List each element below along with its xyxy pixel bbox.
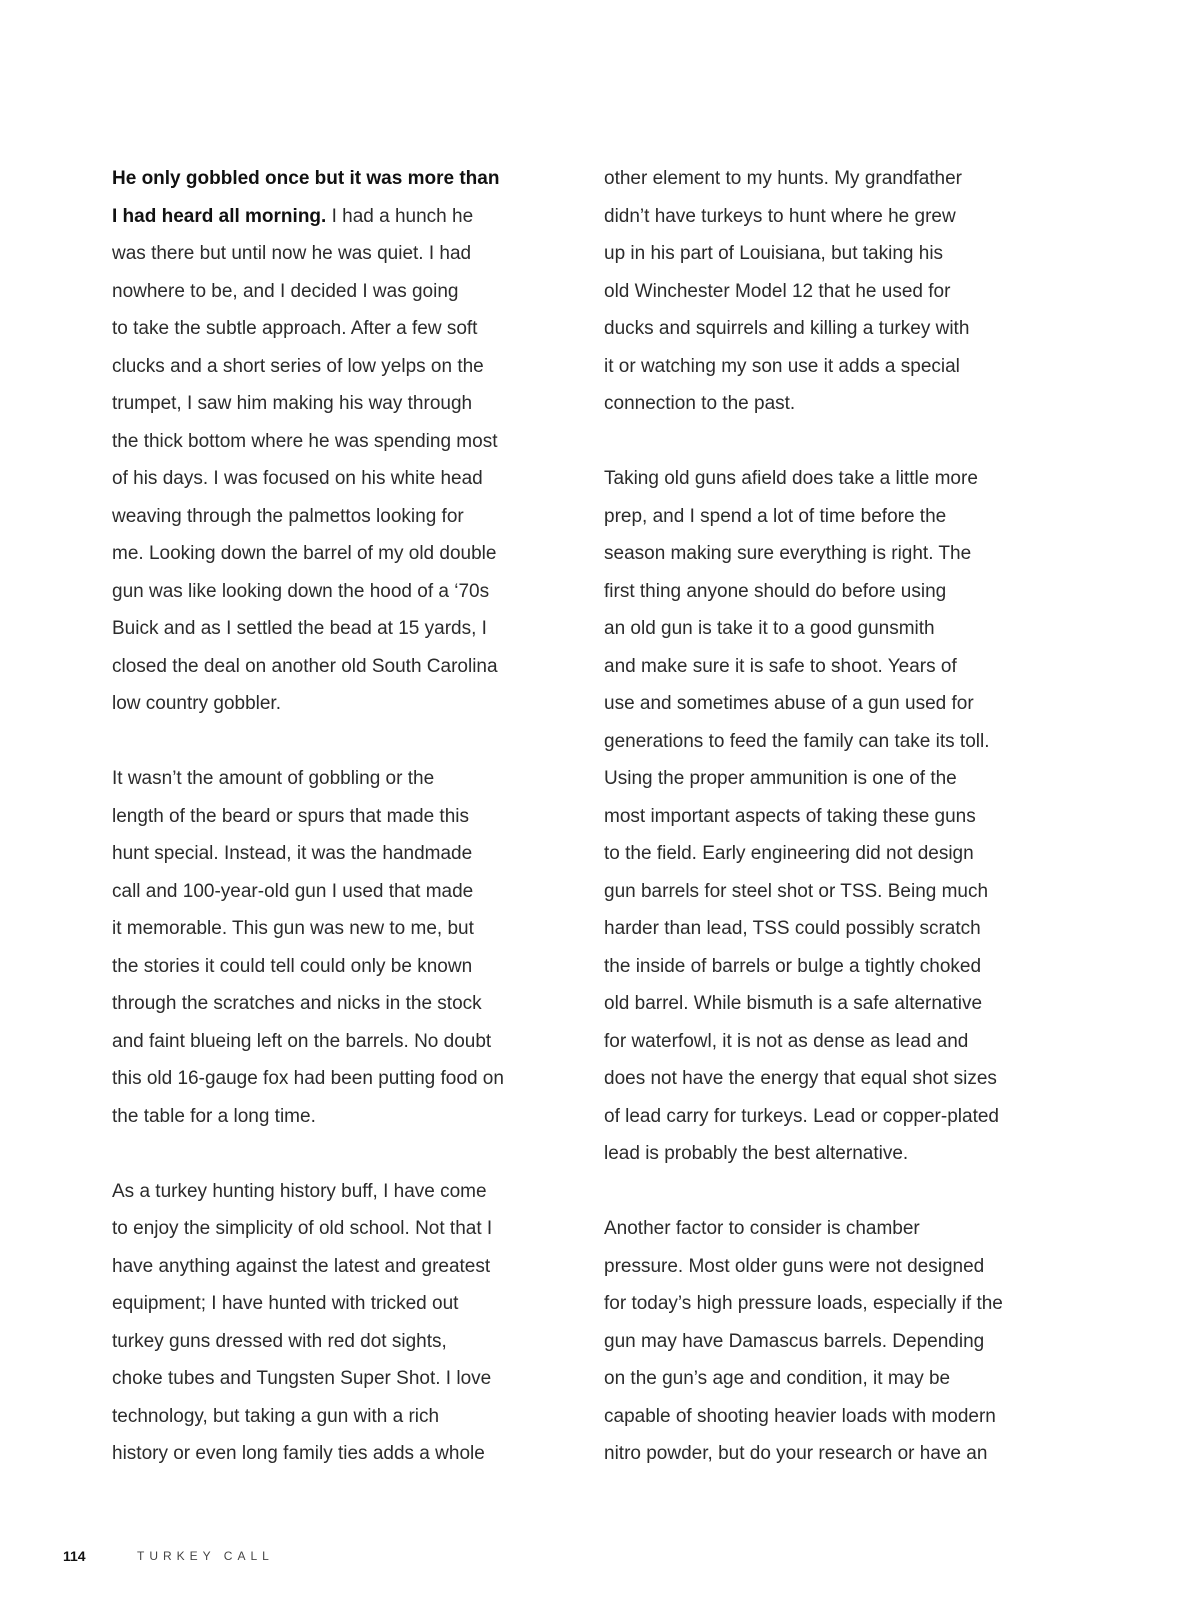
text-line: nowhere to be, and I decided I was going — [112, 280, 459, 302]
text-line: was there but until now he was quiet. I had — [112, 243, 472, 264]
text-line: Taking old guns afield does take a little more — [604, 468, 978, 489]
text-line — [112, 160, 572, 198]
paragraph-gap — [604, 423, 1084, 461]
text-line: an old gun is take it to a good gunsmith — [604, 618, 935, 639]
text-line: didn’t have turkeys to hunt where he grew — [604, 205, 956, 227]
text-line: hunt special. Instead, it was the handmade — [112, 843, 473, 864]
text-line: harder than lead, TSS could possibly scratch — [604, 918, 981, 939]
lead-in-text: He only gobbled once but it was more than — [112, 168, 500, 189]
text-line: does not have the energy that equal shot sizes — [604, 1068, 997, 1089]
text-line: low country gobbler. — [112, 693, 281, 714]
text-line: gun may have Damascus barrels. Depending — [604, 1330, 985, 1352]
text-line: prep, and I spend a lot of time before the — [604, 505, 947, 527]
text-line: old barrel. While bismuth is a safe alternative — [604, 993, 983, 1014]
text-line: the thick bottom where he was spending most — [112, 430, 498, 452]
text-line: old Winchester Model 12 that he used for — [604, 280, 951, 302]
text-line: gun barrels for steel shot or TSS. Being much — [604, 880, 989, 902]
text-line: to the field. Early engineering did not design — [604, 843, 974, 864]
text-line: the inside of barrels or bulge a tightly choked — [604, 955, 982, 977]
text-line: Another factor to consider is chamber — [604, 1218, 920, 1239]
paragraph-3 — [112, 1173, 572, 1473]
text-line: of his days. I was focused on his white head — [112, 468, 483, 489]
text-line: to enjoy the simplicity of old school. Not that I — [112, 1218, 493, 1239]
text-line: other element to my hunts. My grandfather — [604, 168, 963, 189]
paragraph-5 — [604, 460, 1084, 1173]
text-line: Using the proper ammunition is one of the — [604, 768, 957, 789]
text-line: of lead carry for turkeys. Lead or copper-plated — [604, 1105, 999, 1127]
text-line: technology, but taking a gun with a rich — [112, 1405, 440, 1427]
text-line: for today’s high pressure loads, especially if the — [604, 1293, 1003, 1314]
text-line: trumpet, I saw him making his way through — [112, 393, 473, 414]
text-line: turkey guns dressed with red dot sights, — [112, 1330, 447, 1352]
text-line: first thing anyone should do before using — [604, 580, 947, 602]
text-line: season making sure everything is right. The — [604, 543, 972, 564]
paragraph-6 — [604, 1210, 1084, 1473]
paragraph-1 — [112, 160, 572, 723]
text-line: and faint blueing left on the barrels. No doubt — [112, 1030, 492, 1052]
text-line: It wasn’t the amount of gobbling or the — [112, 768, 435, 789]
text-line: ducks and squirrels and killing a turkey with — [604, 318, 970, 339]
text-line: have anything against the latest and greatest — [112, 1255, 491, 1277]
text-line: the table for a long time. — [112, 1105, 316, 1127]
text-line: equipment; I have hunted with tricked out — [112, 1293, 459, 1314]
left-column — [112, 160, 572, 1473]
text-line: pressure. Most older guns were not designed — [604, 1255, 985, 1277]
text-line: clucks and a short series of low yelps on the — [112, 355, 484, 377]
text-line: it or watching my son use it adds a special — [604, 355, 960, 377]
text-line: and make sure it is safe to shoot. Years of — [604, 655, 957, 677]
text-line: length of the beard or spurs that made this — [112, 805, 469, 827]
text-line: lead is probably the best alternative. — [604, 1143, 909, 1164]
text-line: up in his part of Louisiana, but taking his — [604, 243, 944, 264]
paragraph-2 — [112, 760, 572, 1135]
body-text: I had a hunch he — [326, 205, 474, 227]
text-line: history or even long family ties adds a whole — [112, 1443, 485, 1464]
text-line: the stories it could tell could only be known — [112, 955, 473, 977]
text-line: most important aspects of taking these guns — [604, 805, 976, 827]
text-line: closed the deal on another old South Carolina — [112, 655, 498, 677]
text-line: it memorable. This gun was new to me, but — [112, 918, 474, 939]
paragraph-gap — [112, 1135, 572, 1173]
paragraph-gap — [604, 1173, 1084, 1211]
text-line: choke tubes and Tungsten Super Shot. I love — [112, 1368, 492, 1389]
text-line — [112, 198, 572, 236]
text-line: Buick and as I settled the bead at 15 yards, I — [112, 618, 487, 639]
text-line: call and 100-year-old gun I used that made — [112, 880, 474, 902]
text-line: to take the subtle approach. After a few soft — [112, 318, 478, 339]
text-line: use and sometimes abuse of a gun used for — [604, 693, 974, 714]
text-line: on the gun’s age and condition, it may be — [604, 1368, 951, 1389]
text-line: connection to the past. — [604, 393, 796, 414]
text-line: me. Looking down the barrel of my old double — [112, 543, 497, 564]
text-line: this old 16-gauge fox had been putting food on — [112, 1068, 504, 1089]
page-number: 114 — [63, 1548, 86, 1564]
text-line: capable of shooting heavier loads with modern — [604, 1405, 996, 1427]
paragraph-4 — [604, 160, 1084, 423]
lead-in-text: I had heard all morning. — [112, 205, 327, 227]
paragraph-gap — [112, 723, 572, 761]
text-line: As a turkey hunting history buff, I have come — [112, 1180, 487, 1202]
text-line: nitro powder, but do your research or have an — [604, 1443, 988, 1464]
text-line: weaving through the palmettos looking for — [112, 505, 464, 527]
right-column — [604, 160, 1084, 1473]
text-line: gun was like looking down the hood of a ‘70s — [112, 580, 490, 602]
text-line: generations to feed the family can take its toll. — [604, 730, 990, 752]
publication-name: TURKEY CALL — [137, 1549, 274, 1563]
text-line: for waterfowl, it is not as dense as lead and — [604, 1030, 969, 1052]
text-line: through the scratches and nicks in the stock — [112, 993, 482, 1014]
